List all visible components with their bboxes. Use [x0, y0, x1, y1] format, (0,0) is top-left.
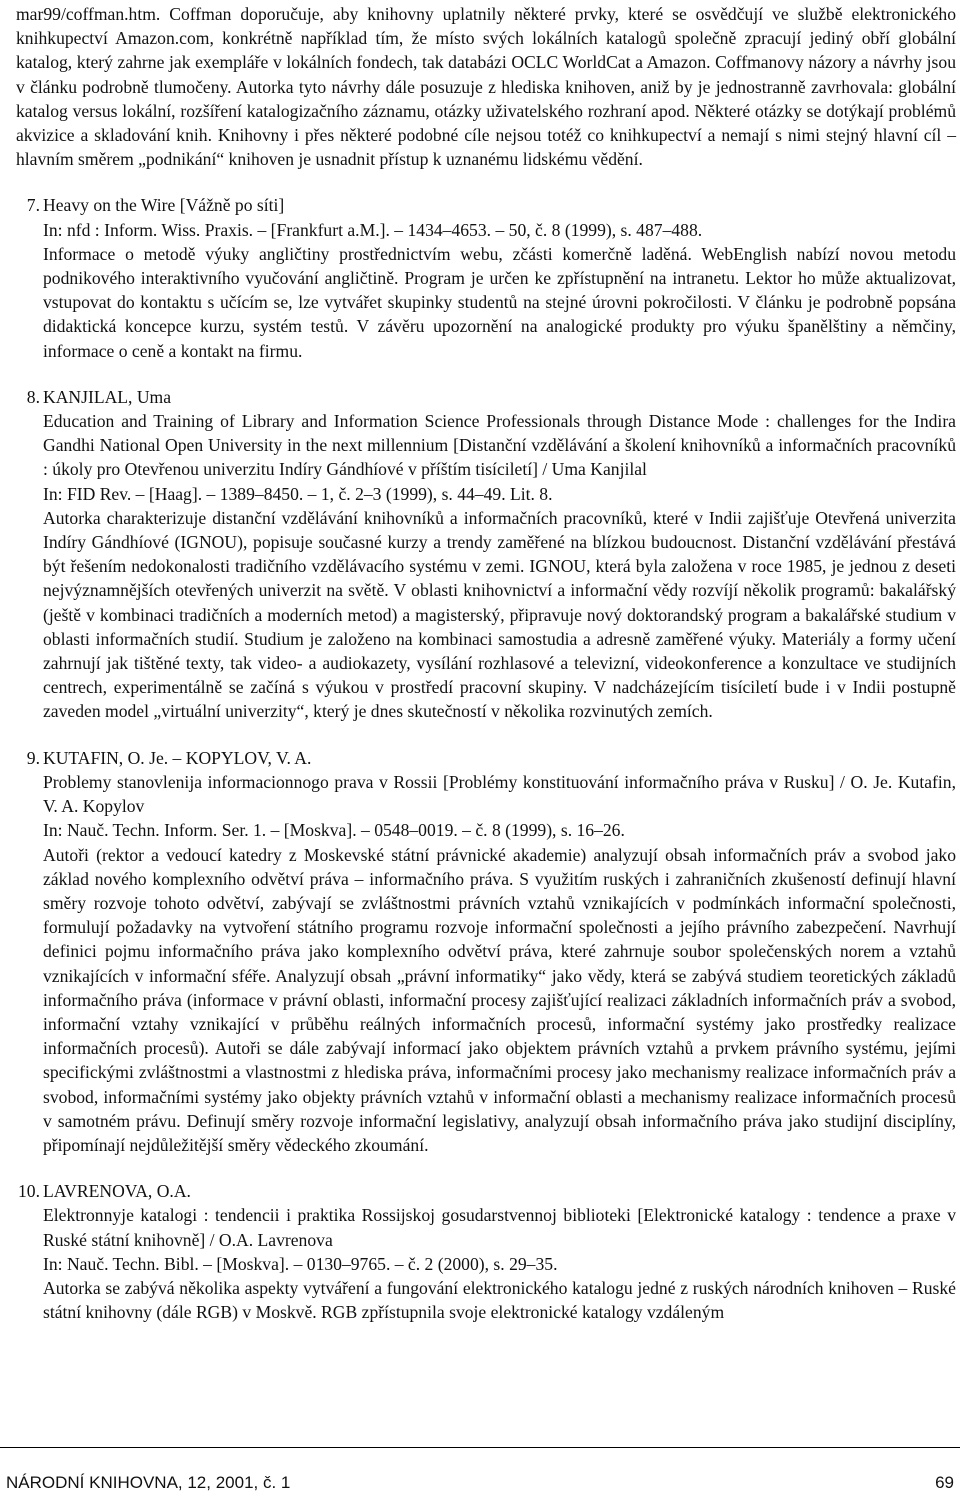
entry-number: 8. [26, 386, 40, 407]
entry-abstract: Informace o metodě výuky angličtiny prostřednictvím webu, zčásti komerčně laděná. WebEnglish nabízí novou metodu podnikového interaktivního vyučování angličtině. Program je určen ke zpřístupnění na intranetu. Lektor ho může aktualizovat, vstupovat do kontaktu s učícím se, lze vytvářet skupinky studentů na stejné úrovni pokročilosti. V článku je podrobně popsána didaktická koncepce kurzu, systém testů. V závěru upozornění na analogické produkty pro výuku španělštiny a němčiny, informace o ceně a kontakt na firmu. [43, 243, 956, 361]
entry-author: KANJILAL, Uma [43, 386, 172, 407]
entry-number: 9. [26, 747, 40, 768]
entry-body [43, 193, 956, 362]
bibliography-entry-8 [16, 385, 956, 724]
bibliography-entry-10 [16, 1179, 956, 1324]
journal-citation: NÁRODNÍ KNIHOVNA, 12, 2001, č. 1 [6, 1473, 291, 1492]
entry-number: 10. [18, 1181, 40, 1202]
entry-body [43, 746, 956, 1157]
bibliography-entry-9 [16, 746, 956, 1157]
entry-title: Education and Training of Library and Information Science Professionals through Distance Mode : challenges for the Indira Gandhi National Open University in the next millennium [Distanční vzdělávání a školení knihovníků a informačních pracovníků : úkoly pro Otevřenou univerzitu Indíry Gándhíové v příštím tisíciletí] / Uma Kanjilal [43, 411, 956, 480]
page-content [16, 2, 956, 1324]
intro-paragraph: mar99/coffman.htm. Coffman doporučuje, aby knihovny uplatnily některé prvky, které se osvědčují ve službě elektronického knihkupectví Amazon.com, konkrétně například tím, že místo svých lokálních katalogů společně zpracují jediný obří globální katalog, který zahrne jak exempláře v lokálních fondech, tak databázi OCLC WorldCat a Amazon. Coffmanovy názory a návrhy jsou v článku podrobně tlumočeny. Autorka tyto návrhy dále posuzuje z hlediska knihoven, aniž by je jednostranně zavrhovala: globální katalog versus lokální, rozšíření katalogizačního záznamu, otázky uživatelského rozhraní apod. Některé otázky se dotýkají problémů akvizice a skladování knih. Knihovny i přes některé podobné cíle nejsou totéž co knihkupectví a nemají s nimi stejný hlavní cíl – hlavním směrem „podnikání“ knihoven je usnadnit přístup k uznanému lidskému vědění. [16, 4, 956, 170]
entry-source: In: Nauč. Techn. Bibl. – [Moskva]. – 0130–9765. – č. 2 (2000), s. 29–35. [43, 1253, 558, 1274]
entry-author: KUTAFIN, O. Je. – KOPYLOV, V. A. [43, 747, 312, 768]
entry-abstract: Autorka charakterizuje distanční vzdělávání knihovníků a informačních pracovníků, které v Indii zajišťuje Otevřená univerzita Indíry Gándhíové (IGNOU), popisuje současné kurzy a trendy zaměřené na blízkou budoucnost. Distanční vzdělávání přestává být řešením nedokonalosti tradičního vzdělávacího systému v zemi. IGNOU, která byla založena v roce 1985, je jednou z deseti nejvýznamnějších otevřených univerzit na světě. V oblasti knihovnictví a informační vědy rozvíjí několik programů: bakalářský (ještě v kombinaci tradičních a moderních metod) a magisterský, připravuje nový doktorandský program a bakalářské studium v oblasti informačních studií. Studium je založeno na kombinaci samostudia a adresně zaměřené výuky. Materiály a formy učení zahrnují jak tištěné texty, tak video- a audiokazety, vysílání rozhlasové a televizní, videokonference a konzultace ve studijních centrech, experimentálně se začíná s výukou v prostředí pracovní skupiny. V nadcházejícím tisíciletí bude i v Indii postupně zaveden model „virtuální univerzity“, který je dnes skutečností v několika rozvinutých zemích. [43, 507, 956, 722]
entry-title: Elektronnyje katalogi : tendencii i praktika Rossijskoj gosudarstvennoj biblioteki [Elektronické katalogy : tendence a praxe v Ruské státní knihovně] / O.A. Lavrenova [43, 1205, 956, 1250]
entry-author: LAVRENOVA, O.A. [43, 1181, 191, 1202]
entry-body [43, 1179, 956, 1324]
entry-title: Problemy stanovlenija informacionnogo prava v Rossii [Problémy konstituování informačního práva v Rusku] / O. Je. Kutafin, V. A. Kopylov [43, 771, 956, 817]
entry-abstract: Autoři (rektor a vedoucí katedry z Moskevské státní právnické akademie) analyzují obsah informačních práv a svobod jako základ nového komplexního odvětví práva – informačního práva. S využitím ruských i zahraničních zkušeností definují hlavní směry rozvoje tohoto odvětví, zabývají se zvláštnostmi právních vztahů vznikajících v podmínkách informační společnosti, formulují požadavky na vytvoření státního programu rozvoje informační společnosti a jejího právního zabezpečení. Navrhují definici pojmu informačního práva jako komplexního odvětví práva, které zahrnuje soubor společenských norem a vztahů vznikajících v informační sféře. Analyzují obsah „právní informatiky“ jako vědy, která se zabývá studiem teoretických základů informačního práva (informace v právní oblasti, informační procesy zajišťující realizaci základních informačních práv a svobod, informační vztahy vznikající v průběhu reálných informačních procesů, informační systémy jako prostředky realizace informačních procesů). Autoři se dále zabývají informací jako objektem právních vztahů a prvkem právního systému, jejími specifickými zvláštnostmi a vlastnostmi z hlediska práva, informačními procesy jako mechanismy realizace informačních práv a svobod, informačními systémy jako objekty právních vztahů v informační oblasti a mechanismy realizace informačních procesů v samotném právu. Definují směry rozvoje informační legislativy, analyzují obsah informačního práva jako studijní disciplíny, připomínají nejdůležitější směry vědeckého zkoumání. [43, 844, 956, 1155]
entry-abstract: Autorka se zabývá několika aspekty vytváření a fungování elektronického katalogu jedné z ruských národních knihoven – Ruské státní knihovny (dále RGB) v Moskvě. RGB zpřístupnila svoje elektronické katalogy vzdáleným [43, 1277, 956, 1323]
page-number: 69 [935, 1473, 954, 1492]
entry-source: In: FID Rev. – [Haag]. – 1389–8450. – 1, č. 2–3 (1999), s. 44–49. Lit. 8. [43, 483, 553, 504]
footer-divider [0, 1447, 960, 1448]
bibliography-entry-7 [16, 193, 956, 362]
entry-title: Heavy on the Wire [Vážně po síti] [43, 195, 285, 216]
entry-source: In: nfd : Inform. Wiss. Praxis. – [Frankfurt a.M.]. – 1434–4653. – 50, č. 8 (1999), s. 487–488. [43, 219, 703, 240]
entry-number: 7. [26, 195, 40, 216]
entry-body [43, 385, 956, 724]
entry-source: In: Nauč. Techn. Inform. Ser. 1. – [Moskva]. – 0548–0019. – č. 8 (1999), s. 16–26. [43, 820, 625, 841]
